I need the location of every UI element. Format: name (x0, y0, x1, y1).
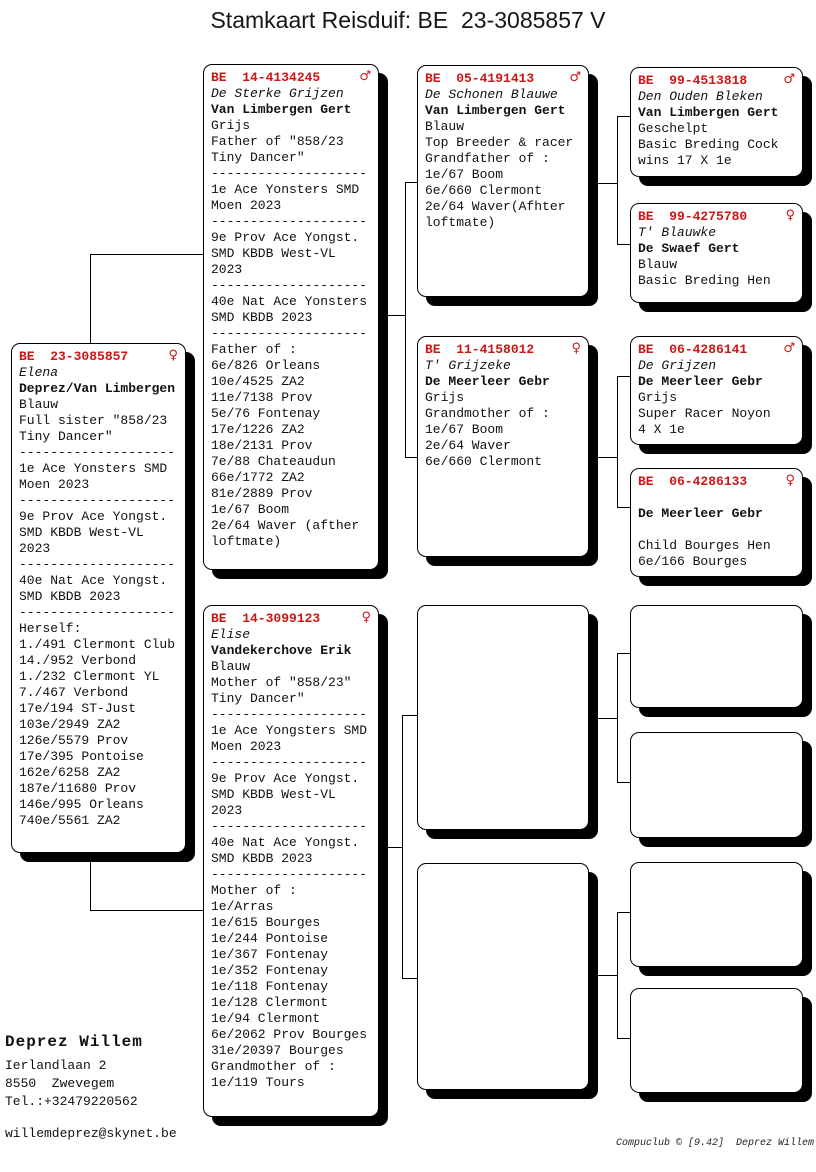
pedigree-text-line: De Schonen Blauwe (425, 87, 558, 102)
pedigree-text-line: 17e/395 Pontoise (19, 749, 144, 764)
pedigree-text-line: De Grijzen (638, 358, 717, 373)
pedigree-text-line: 2e/64 Waver(Afhter (425, 199, 566, 214)
pedigree-text-line: 14./952 Verbond (19, 653, 137, 668)
pedigree-text-line: 2023 (211, 262, 243, 277)
pedigree-text-line: -------------------- (211, 214, 368, 229)
pedigree-text-line: Grijs (638, 390, 678, 405)
ring-number: BE 14-3099123 ♀ (211, 610, 371, 626)
pedigree-text-line: Tiny Dancer" (19, 429, 113, 444)
pedigree-text-line: 1e/352 Fontenay (211, 963, 329, 978)
pedigree-text-line: De Sterke Grijzen (211, 86, 344, 101)
male-icon: ♂ (569, 70, 581, 85)
pedigree-text-line: 6e/166 Bourges (638, 554, 748, 569)
pedigree-text-line: Father of "858/23 (211, 134, 344, 149)
pedigree-text-line: 1e/615 Bourges (211, 915, 321, 930)
pedigree-text-line: Blauw (211, 659, 251, 674)
pedigree-text-line: Tiny Dancer" (211, 691, 305, 706)
ring-number: BE 14-4134245 ♂ (211, 69, 371, 85)
connector-line (589, 718, 617, 719)
box-sire (203, 64, 379, 570)
pedigree-text-line: 1e/67 Boom (425, 422, 504, 437)
pedigree-text-line: 10e/4525 ZA2 (211, 374, 305, 389)
pedigree-text-line: 2023 (19, 541, 51, 556)
pedigree-text-line: T' Grijzeke (425, 358, 511, 373)
pedigree-text-line: 81e/2889 Prov (211, 486, 313, 501)
pedigree-text-line: -------------------- (211, 867, 368, 882)
pedigree-text-line: Elise (211, 627, 251, 642)
box-great-grandsire-4-empty (630, 862, 803, 967)
connector-line (617, 912, 618, 1039)
pedigree-text-line: wins 17 X 1e (638, 153, 732, 168)
pedigree-text-line: Mother of "858/23" (211, 675, 352, 690)
owner-email: willemdeprez@skynet.be (5, 1126, 177, 1141)
connector-line (617, 507, 630, 508)
pedigree-text-line: SMD KBDB West-VL (19, 525, 144, 540)
connector-line (617, 116, 630, 117)
pedigree-text-line: 1./491 Clermont Club (19, 637, 176, 652)
pedigree-text-line: 1./232 Clermont YL (19, 669, 160, 684)
software-credit: Compuclub © [9.42] Deprez Willem (615, 1138, 814, 1149)
pedigree-text-line: 18e/2131 Prov (211, 438, 313, 453)
pedigree-text-line: Blauw (638, 257, 678, 272)
pedigree-text-line: Child Bourges Hen (638, 538, 771, 553)
pedigree-text-line: Grijs (211, 118, 251, 133)
pedigree-text-line: 1e/94 Clermont (211, 1011, 321, 1026)
connector-line (617, 653, 618, 783)
pedigree-text-line: 1e/128 Clermont (211, 995, 329, 1010)
male-icon: ♂ (783, 72, 795, 87)
pedigree-text-line: Herself: (19, 621, 82, 636)
female-icon: ♀ (785, 208, 795, 223)
pedigree-text-line: -------------------- (19, 445, 176, 460)
connector-line (379, 315, 405, 316)
pedigree-text-line: 9e Prov Ace Yongst. (19, 509, 168, 524)
pedigree-text-line: SMD KBDB 2023 (211, 310, 313, 325)
pedigree-text-line (638, 490, 796, 506)
connector-line (90, 254, 203, 255)
pedigree-text-line: Deprez/Van Limbergen (19, 381, 176, 396)
pedigree-text-line: Den Ouden Bleken (638, 89, 763, 104)
ring-number: BE 99-4513818 ♂ (638, 72, 795, 88)
pedigree-text-line: 103e/2949 ZA2 (19, 717, 121, 732)
owner-name: Deprez Willem (5, 1033, 143, 1051)
pedigree-text-line: 2e/64 Waver (afther (211, 518, 360, 533)
connector-line (402, 978, 417, 979)
pedigree-text-line: 6e/2062 Prov Bourges (211, 1027, 368, 1042)
box-great-grandsire-2 (630, 336, 803, 445)
pedigree-text-line: 1e/67 Boom (211, 502, 290, 517)
pedigree-text-line: 17e/194 ST-Just (19, 701, 137, 716)
connector-line (617, 912, 630, 913)
female-icon: ♀ (361, 610, 371, 625)
box-great-granddam-1 (630, 203, 803, 303)
box-great-granddam-2 (630, 468, 803, 577)
pedigree-text-line: Moen 2023 (19, 477, 90, 492)
pedigree-text-line: Van Limbergen Gert (638, 105, 779, 120)
pedigree-text-line: Elena (19, 365, 59, 380)
pedigree-text-line: Super Racer Noyon (638, 406, 771, 421)
pedigree-text-line: 6e/660 Clermont (425, 454, 543, 469)
ring-number: BE 99-4275780 ♀ (638, 208, 795, 224)
pedigree-text-line: Van Limbergen Gert (211, 102, 352, 117)
female-icon: ♀ (785, 473, 795, 488)
pedigree-text-line: Grandmother of : (211, 1059, 336, 1074)
pedigree-text-line: 66e/1772 ZA2 (211, 470, 305, 485)
pedigree-text-line: 11e/7138 Prov (211, 390, 313, 405)
box-great-grandsire-1 (630, 67, 803, 177)
pedigree-text-line: T' Blauwke (638, 225, 717, 240)
pedigree-text-line: 146e/995 Orleans (19, 797, 144, 812)
pedigree-text-line: 1e Ace Yonsters SMD (211, 182, 360, 197)
pedigree-text-line: 187e/11680 Prov (19, 781, 137, 796)
connector-line (405, 182, 417, 183)
owner-city: 8550 Zwevegem (5, 1076, 115, 1091)
pedigree-text-line: -------------------- (19, 557, 176, 572)
owner-phone: Tel.:+32479220562 (5, 1094, 138, 1109)
pedigree-text-line: -------------------- (211, 819, 368, 834)
ring-number: BE 06-4286141 ♂ (638, 341, 795, 357)
pedigree-text-line: Mother of : (211, 883, 297, 898)
connector-line (617, 782, 630, 783)
pedigree-text-line: SMD KBDB 2023 (19, 589, 121, 604)
pedigree-text-line: Grijs (425, 390, 465, 405)
box-paternal-grandsire (417, 65, 589, 297)
pedigree-text-line: 1e/118 Fontenay (211, 979, 329, 994)
pedigree-text-line: 2e/64 Waver (425, 438, 511, 453)
pedigree-text-line: 4 X 1e (638, 422, 685, 437)
ring-number: BE 11-4158012 ♀ (425, 341, 581, 357)
pedigree-text-line: Moen 2023 (211, 198, 282, 213)
owner-street: Ierlandlaan 2 (5, 1058, 107, 1073)
ring-number: BE 05-4191413 ♂ (425, 70, 581, 86)
box-dam (203, 605, 379, 1117)
connector-line (405, 457, 417, 458)
pedigree-text-line: SMD KBDB West-VL (211, 246, 336, 261)
pedigree-text-line: -------------------- (211, 166, 368, 181)
pedigree-text-line: 1e Ace Yongsters SMD (211, 723, 368, 738)
connector-line (405, 182, 406, 458)
pedigree-text-line: Basic Breding Hen (638, 273, 771, 288)
pedigree-text-line: De Meerleer Gebr (638, 506, 763, 521)
pedigree-text-line: 31e/20397 Bourges (211, 1043, 344, 1058)
pedigree-text-line: 7e/88 Chateaudun (211, 454, 336, 469)
pedigree-text-line: Full sister "858/23 (19, 413, 168, 428)
pedigree-text-line: De Swaef Gert (638, 241, 740, 256)
pedigree-text-line: 1e Ace Yonsters SMD (19, 461, 168, 476)
pedigree-text-line: Basic Breding Cock (638, 137, 779, 152)
pedigree-text-line: De Meerleer Gebr (425, 374, 550, 389)
pedigree-text-line: De Meerleer Gebr (638, 374, 763, 389)
pedigree-text-line: -------------------- (211, 707, 368, 722)
ring-number: BE 23-3085857 ♀ (19, 348, 178, 364)
pedigree-text-line: loftmate) (425, 215, 496, 230)
connector-line (617, 1038, 630, 1039)
pedigree-text-line: 17e/1226 ZA2 (211, 422, 305, 437)
connector-line (402, 715, 403, 979)
ring-number: BE 06-4286133 ♀ (638, 473, 795, 489)
connector-line (90, 850, 91, 910)
pedigree-text-line: 40e Nat Ace Yongst. (211, 835, 360, 850)
connector-line (589, 183, 617, 184)
pedigree-text-line: Moen 2023 (211, 739, 282, 754)
connector-line (90, 910, 203, 911)
connector-line (617, 244, 630, 245)
pedigree-text-line: SMD KBDB 2023 (211, 851, 313, 866)
pedigree-text-line: Father of : (211, 342, 297, 357)
pedigree-text-line: 1e/244 Pontoise (211, 931, 329, 946)
box-great-granddam-4-empty (630, 988, 803, 1093)
pedigree-text-line: 1e/67 Boom (425, 167, 504, 182)
pedigree-text-line: -------------------- (211, 278, 368, 293)
connector-line (589, 457, 617, 458)
male-icon: ♂ (783, 341, 795, 356)
pedigree-text-line: -------------------- (211, 326, 368, 341)
pedigree-text-line: 40e Nat Ace Yongst. (19, 573, 168, 588)
pedigree-text-line: 2023 (211, 803, 243, 818)
connector-line (617, 116, 618, 245)
connector-line (617, 376, 630, 377)
pedigree-text-line: 7./467 Verbond (19, 685, 129, 700)
pedigree-text-line: 740e/5561 ZA2 (19, 813, 121, 828)
pedigree-text-line: 5e/76 Fontenay (211, 406, 321, 421)
pedigree-text-line: 162e/6258 ZA2 (19, 765, 121, 780)
pedigree-text-line: Blauw (425, 119, 465, 134)
pedigree-text-line: 1e/119 Tours (211, 1075, 305, 1090)
female-icon: ♀ (168, 348, 178, 363)
pedigree-text-line: -------------------- (211, 755, 368, 770)
pedigree-text-line: -------------------- (19, 605, 176, 620)
box-maternal-granddam-empty (417, 863, 589, 1090)
pedigree-text-line: SMD KBDB West-VL (211, 787, 336, 802)
pedigree-text-line: 40e Nat Ace Yonsters (211, 294, 368, 309)
connector-line (617, 376, 618, 508)
pedigree-text-line: Grandmother of : (425, 406, 550, 421)
box-great-grandsire-3-empty (630, 605, 803, 708)
connector-line (402, 715, 417, 716)
pedigree-text-line: Blauw (19, 397, 59, 412)
pedigree-text-line: Top Breeder & racer (425, 135, 574, 150)
pedigree-text-line: 1e/Arras (211, 899, 274, 914)
page-title: Stamkaart Reisduif: BE 23-3085857 V (210, 7, 606, 33)
pedigree-text-line: Geschelpt (638, 121, 709, 136)
pedigree-text-line: Grandfather of : (425, 151, 550, 166)
connector-line (617, 653, 630, 654)
pedigree-text-line: Tiny Dancer" (211, 150, 305, 165)
box-great-granddam-3-empty (630, 732, 803, 838)
connector-line (90, 254, 91, 344)
box-paternal-granddam (417, 336, 589, 557)
pedigree-text-line: 9e Prov Ace Yongst. (211, 771, 360, 786)
pedigree-text-line: 6e/826 Orleans (211, 358, 321, 373)
pedigree-text-line (638, 522, 796, 538)
connector-line (589, 975, 617, 976)
female-icon: ♀ (571, 341, 581, 356)
pedigree-text-line: loftmate) (211, 534, 282, 549)
pedigree-text-line: Vandekerchove Erik (211, 643, 352, 658)
pedigree-text-line: Van Limbergen Gert (425, 103, 566, 118)
box-subject (11, 343, 186, 853)
connector-line (379, 847, 403, 848)
male-icon: ♂ (359, 69, 371, 84)
box-maternal-grandsire-empty (417, 605, 589, 830)
pedigree-text-line: -------------------- (19, 493, 176, 508)
pedigree-text-line: 9e Prov Ace Yongst. (211, 230, 360, 245)
pedigree-text-line: 1e/367 Fontenay (211, 947, 329, 962)
pedigree-text-line: 126e/5579 Prov (19, 733, 129, 748)
pedigree-text-line: 6e/660 Clermont (425, 183, 543, 198)
